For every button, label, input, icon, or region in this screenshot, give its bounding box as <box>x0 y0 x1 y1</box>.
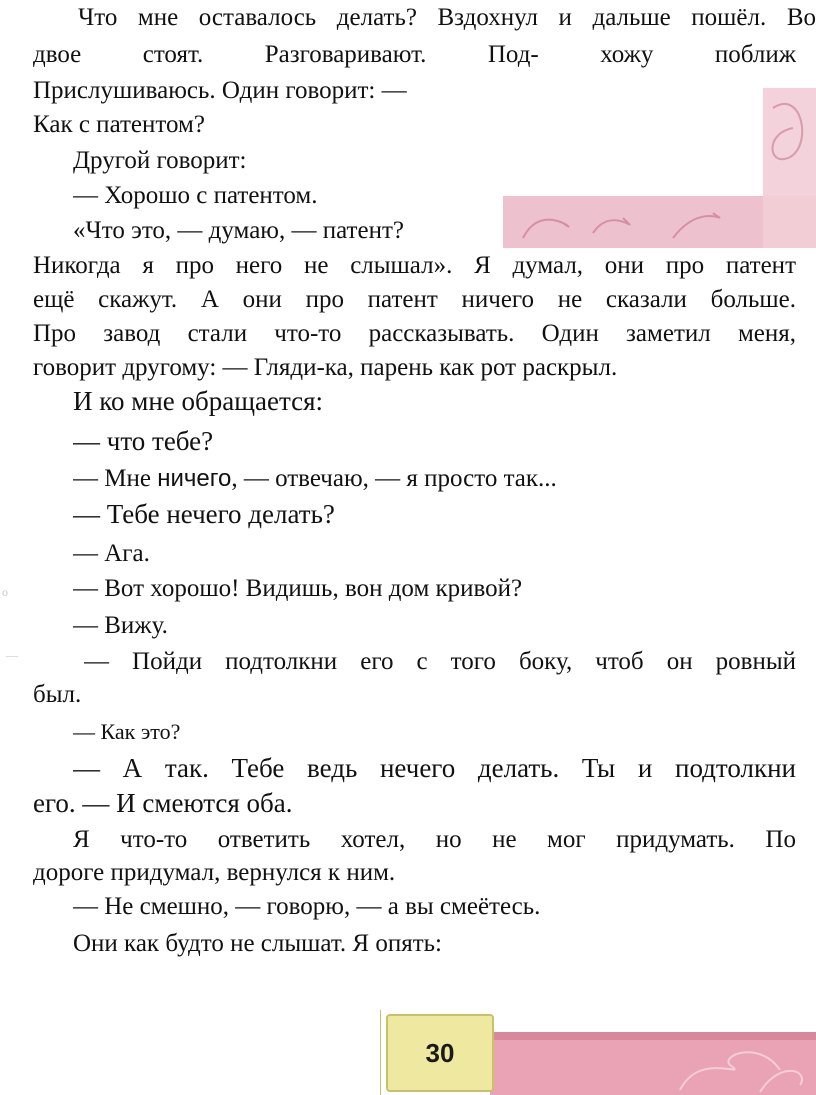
page-number-box <box>386 1014 494 1092</box>
text-line: говорит другому: — Гляди-ка, парень как рот раскрыл. <box>33 354 618 381</box>
text-line: «Что это, — думаю, — патент? <box>73 217 404 244</box>
text-line: Они как будто не слышат. Я опять: <box>73 930 442 957</box>
text-line: И ко мне обращается: <box>73 386 324 416</box>
text-line: — Пойди подтолкни его с того боку, чтоб он ровный <box>84 648 796 675</box>
text-line: — Как это? <box>73 719 181 744</box>
text-line: — Не смешно, — говорю, — а вы смеётесь. <box>73 893 541 920</box>
text-line: — А так. Тебе ведь нечего делать. Ты и подтолкни <box>73 753 796 783</box>
text-line: Прислушиваюсь. Один говорит: — <box>33 77 407 104</box>
margin-mark: o <box>2 585 8 599</box>
text-line: ещё скажут. А они про патент ничего не сказали больше. <box>33 286 796 313</box>
text-line <box>73 463 796 495</box>
text-span: , — отвечаю, — я просто так... <box>231 465 557 492</box>
text-line: Про завод стали что-то рассказывать. Один заметил меня, <box>33 320 796 347</box>
text-line: — Вижу. <box>73 612 168 639</box>
text-span: ничего <box>157 465 232 492</box>
text-line: — Хорошо с патентом. <box>73 182 318 209</box>
text-line: был. <box>33 681 82 708</box>
text-line: Другой говорит: <box>73 147 247 174</box>
text-line: двое стоят. Разговаривают. Под- хожу поближ <box>33 41 796 68</box>
text-line: Что мне оставалось делать? Вздохнул и дальше пошёл. Во <box>78 4 816 31</box>
text-line: Я что-то ответить хотел, но не мог придумать. По <box>73 826 796 853</box>
text-line: — Ага. <box>73 540 150 567</box>
page-number: 30 <box>425 1037 455 1068</box>
text-line: его. — И смеются оба. <box>33 788 293 818</box>
text-span: — Мне <box>73 465 158 492</box>
margin-mark: — <box>6 648 18 662</box>
text-line: дороге придумал, вернулся к ним. <box>33 859 396 886</box>
text-line: — Вот хорошо! Видишь, вон дом кривой? <box>73 575 523 602</box>
text-line: Как с патентом? <box>33 111 205 138</box>
text-line: Никогда я про него не слышал». Я думал, они про патент <box>33 252 796 279</box>
text-line: — что тебе? <box>73 426 214 456</box>
text-line: — Тебе нечего делать? <box>73 499 335 529</box>
